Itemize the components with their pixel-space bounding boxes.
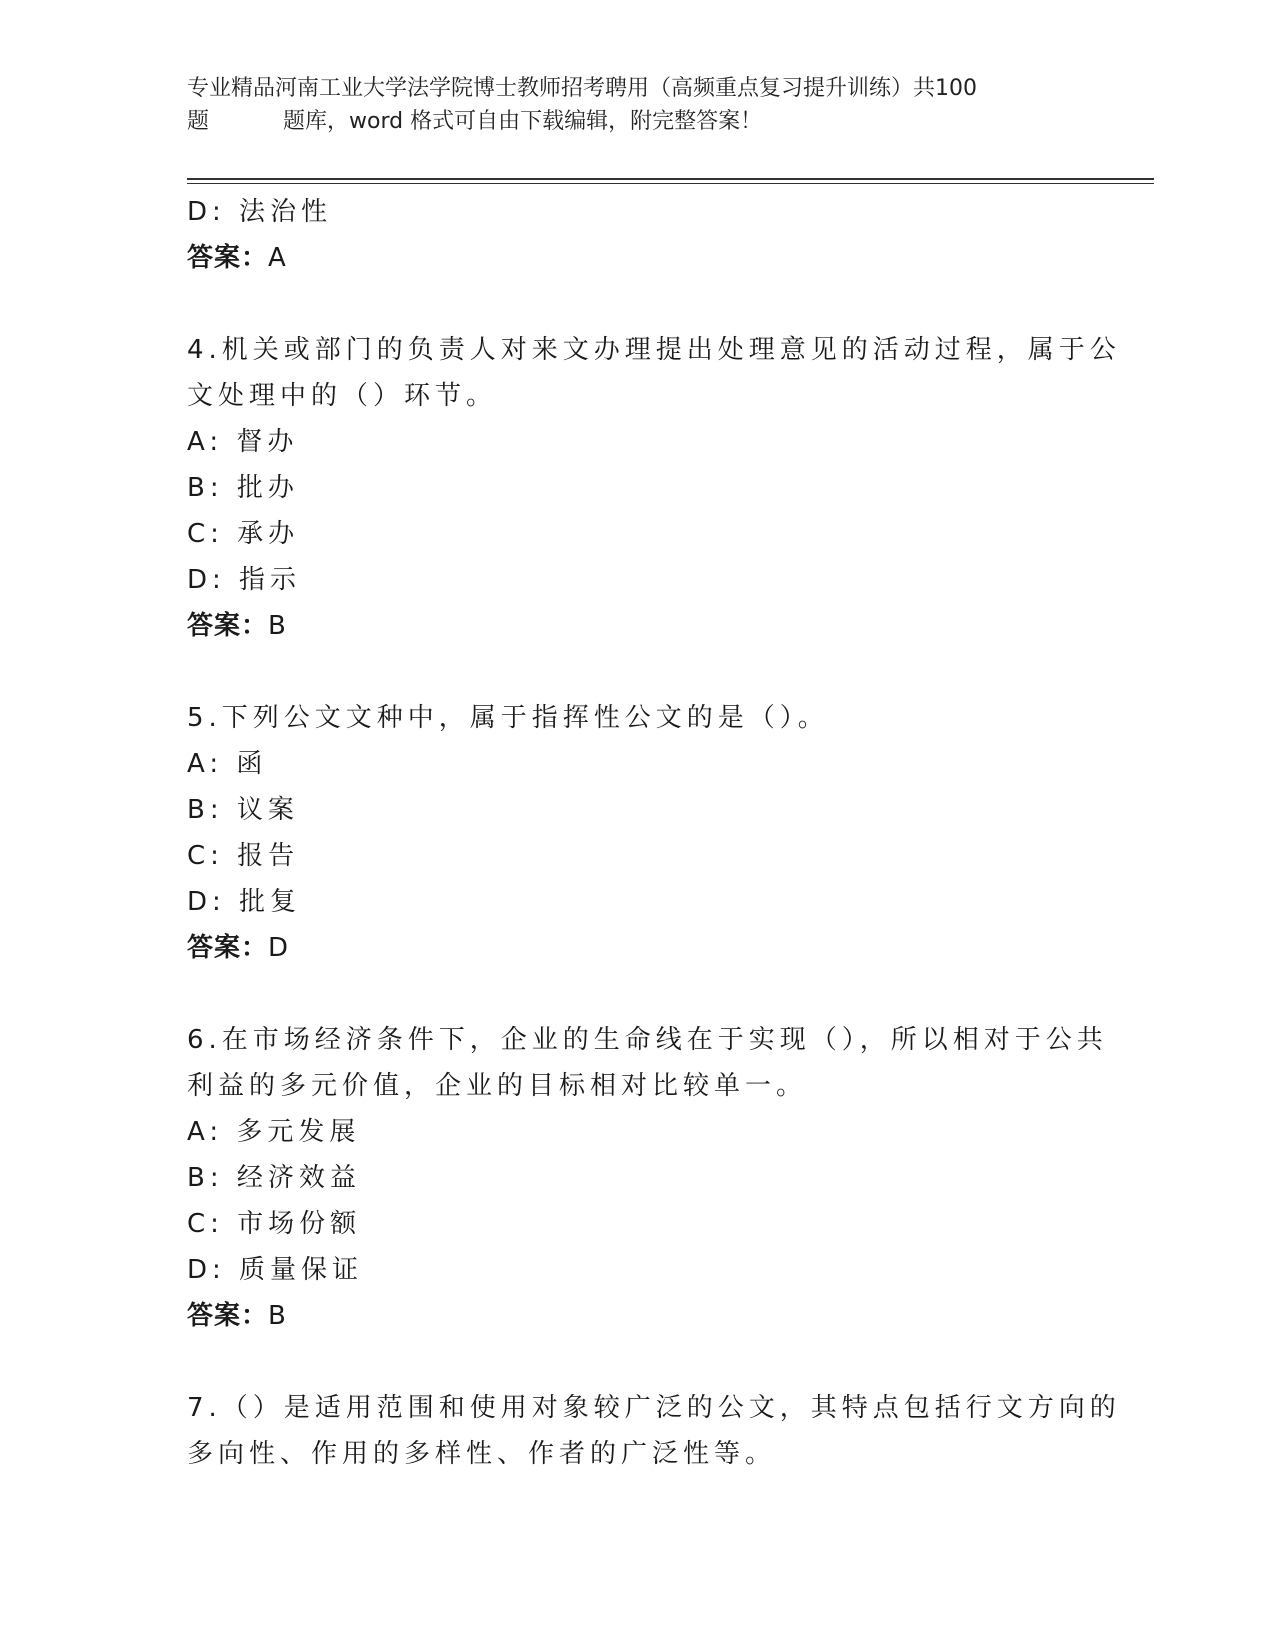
document-body <box>187 189 1121 1477</box>
question-4 <box>187 327 1121 649</box>
option-d: D: 批复 <box>187 887 302 917</box>
question-stem: 利益的多元价值，企业的目标相对比较单一。 <box>187 1071 808 1101</box>
question-5 <box>187 695 1087 971</box>
answer-value: D <box>268 933 290 963</box>
answer-value: B <box>268 1301 287 1331</box>
header-line-2: 题库，word 格式可自由下载编辑，附完整答案！ <box>283 109 763 134</box>
option-d: D: 质量保证 <box>187 1255 364 1285</box>
answer-value: B <box>268 611 287 641</box>
question-stem: 7.（）是适用范围和使用对象较广泛的公文，其特点包括行文方向的 <box>187 1393 1121 1423</box>
question-stem: 5.下列公文文种中，属于指挥性公文的是（）。 <box>187 703 829 733</box>
header-divider <box>187 178 1154 180</box>
question-stem: 6.在市场经济条件下，企业的生命线在于实现（），所以相对于公共 <box>187 1025 1108 1055</box>
option-a: A: 多元发展 <box>187 1117 361 1147</box>
question-6 <box>187 1017 1108 1339</box>
option-c: C: 报告 <box>187 841 300 871</box>
option-a: A: 督办 <box>187 427 299 457</box>
option-a: A: 函 <box>187 749 268 779</box>
question-stem: 多向性、作用的多样性、作者的广泛性等。 <box>187 1439 777 1469</box>
question-stem: 文处理中的（）环节。 <box>187 381 498 411</box>
header-line-1: 专业精品河南工业大学法学院博士教师招考聘用（高频重点复习提升训练）共100 <box>187 76 977 101</box>
page-header <box>187 72 1087 138</box>
option-b: B: 议案 <box>187 795 299 825</box>
answer-label: 答案： <box>187 1301 269 1331</box>
answer-label: 答案： <box>187 933 269 963</box>
option-d: D: 法治性 <box>187 197 333 227</box>
option-c: C: 市场份额 <box>187 1209 362 1239</box>
answer-line <box>187 925 1087 971</box>
option-d: D: 指示 <box>187 565 302 595</box>
option-c: C: 承办 <box>187 519 300 549</box>
answer-line <box>187 235 1087 281</box>
answer-line <box>187 1293 1087 1339</box>
answer-label: 答案： <box>187 611 269 641</box>
header-line-2-prefix: 题 <box>187 109 210 134</box>
answer-value: A <box>268 243 287 273</box>
answer-label: 答案： <box>187 243 269 273</box>
header-divider-thin <box>187 183 1154 184</box>
question-stem: 4.机关或部门的负责人对来文办理提出处理意见的活动过程，属于公 <box>187 335 1121 365</box>
option-b: B: 批办 <box>187 473 299 503</box>
answer-line <box>187 603 1087 649</box>
option-b: B: 经济效益 <box>187 1163 361 1193</box>
question-7 <box>187 1385 1121 1477</box>
